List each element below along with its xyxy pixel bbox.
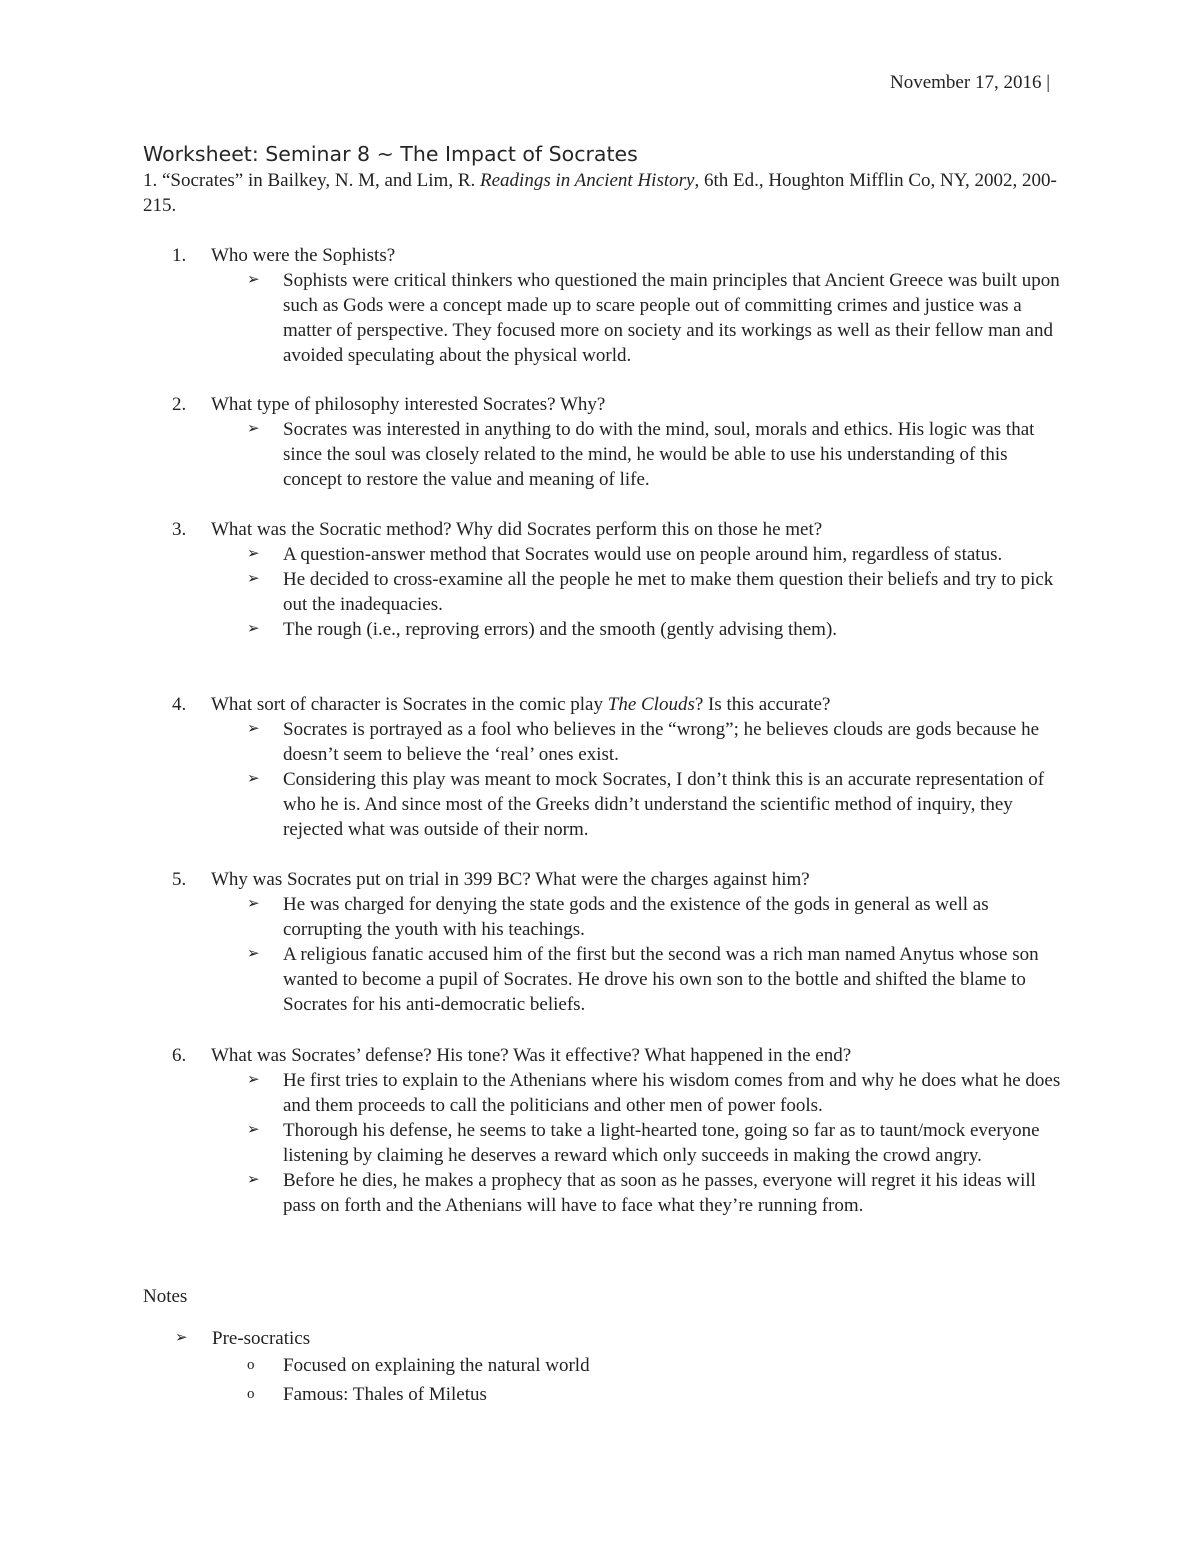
question-text-part: ? Is this accurate? bbox=[694, 694, 831, 715]
question-text: Why was Socrates put on trial in 399 BC? What were the charges against him? bbox=[211, 869, 810, 890]
answer-item bbox=[0, 617, 1200, 642]
question-number: 2. bbox=[172, 394, 187, 415]
header-date: November 17, 2016 | bbox=[890, 72, 1050, 93]
answer-item bbox=[0, 1118, 1200, 1168]
arrow-bullet-icon: ➢ bbox=[247, 421, 260, 437]
question-1 bbox=[0, 243, 1200, 368]
answer-text: Socrates is portrayed as a fool who believes in the “wrong”; he believes clouds are gods because he doesn’t seem to believe the ‘real’ ones exist. bbox=[283, 719, 1040, 765]
answer-text: Thorough his defense, he seems to take a light-hearted tone, going so far as to taunt/mock everyone listening by claiming he deserves a reward which only succeeds in making the crowd angry. bbox=[283, 1120, 1040, 1166]
question-number: 5. bbox=[172, 869, 187, 890]
arrow-bullet-icon: ➢ bbox=[247, 946, 260, 962]
arrow-bullet-icon: ➢ bbox=[247, 546, 260, 562]
note-subitem-text: Famous: Thales of Miletus bbox=[283, 1384, 487, 1405]
arrow-bullet-icon: ➢ bbox=[247, 1172, 260, 1188]
question-text-part: What sort of character is Socrates in the comic play bbox=[211, 694, 608, 715]
answer-text: He first tries to explain to the Athenians where his wisdom comes from and why he does what he does and them proceeds to call the politicians and other men of power fools. bbox=[283, 1070, 1061, 1116]
question-2 bbox=[0, 392, 1200, 492]
answer-text: He decided to cross-examine all the people he met to make them question their beliefs and try to pick out the inadequacies. bbox=[283, 569, 1054, 615]
question-6 bbox=[0, 1043, 1200, 1218]
note-text: Pre-socratics bbox=[212, 1328, 311, 1349]
arrow-bullet-icon: ➢ bbox=[247, 621, 260, 637]
arrow-bullet-icon: ➢ bbox=[247, 1072, 260, 1088]
answer-item bbox=[0, 717, 1200, 767]
citation bbox=[143, 168, 1063, 218]
answer-item bbox=[0, 942, 1200, 1017]
answer-text: Before he dies, he makes a prophecy that as soon as he passes, everyone will regret it his ideas will pass on forth and the Athenians will have to face what they’re running from. bbox=[283, 1170, 1036, 1216]
question-number: 6. bbox=[172, 1045, 187, 1066]
arrow-bullet-icon: ➢ bbox=[247, 896, 260, 912]
answer-text: Socrates was interested in anything to do with the mind, soul, morals and ethics. His logic was that since the soul was closely related to the mind, he would be able to use his understanding of this concept to restore the value and meaning of life. bbox=[283, 419, 1035, 490]
arrow-bullet-icon: ➢ bbox=[247, 721, 260, 737]
notes-heading: Notes bbox=[143, 1286, 188, 1307]
question-text: What was Socrates’ defense? His tone? Was it effective? What happened in the end? bbox=[211, 1045, 852, 1066]
worksheet-title: Worksheet: Seminar 8 ~ The Impact of Socrates bbox=[143, 142, 638, 166]
answer-item bbox=[0, 1068, 1200, 1118]
question-text: Who were the Sophists? bbox=[211, 245, 396, 266]
question-4 bbox=[0, 692, 1200, 842]
citation-prefix: 1. “Socrates” in Bailkey, N. M, and Lim, R. bbox=[143, 170, 481, 191]
question-5 bbox=[0, 867, 1200, 1017]
question-text: What was the Socratic method? Why did Socrates perform this on those he met? bbox=[211, 519, 823, 540]
citation-book-title: Readings in Ancient History bbox=[480, 170, 695, 191]
arrow-bullet-icon: ➢ bbox=[175, 1330, 188, 1346]
arrow-bullet-icon: ➢ bbox=[247, 771, 260, 787]
circle-bullet-icon: o bbox=[247, 1357, 255, 1373]
circle-bullet-icon: o bbox=[247, 1386, 255, 1402]
citation-suffix: , 6th Ed., Houghton Mifflin Co, NY, 2002, 200-215. bbox=[143, 170, 1057, 216]
question-number: 3. bbox=[172, 519, 187, 540]
question-3 bbox=[0, 517, 1200, 642]
answer-item bbox=[0, 567, 1200, 617]
answer-item bbox=[0, 542, 1200, 567]
question-text bbox=[211, 692, 830, 717]
answer-text: The rough (i.e., reproving errors) and the smooth (gently advising them). bbox=[283, 619, 838, 640]
arrow-bullet-icon: ➢ bbox=[247, 571, 260, 587]
answer-text: A question-answer method that Socrates would use on people around him, regardless of status. bbox=[283, 544, 1003, 565]
note-subitem-text: Focused on explaining the natural world bbox=[283, 1355, 590, 1376]
answer-text: Considering this play was meant to mock Socrates, I don’t think this is an accurate representation of who he is. And since most of the Greeks didn’t understand the scientific method of inquiry, they rejected what was outside of their norm. bbox=[283, 769, 1045, 840]
answer-item bbox=[0, 417, 1200, 492]
answer-item bbox=[0, 767, 1200, 842]
answer-item bbox=[0, 892, 1200, 942]
question-number: 1. bbox=[172, 245, 187, 266]
arrow-bullet-icon: ➢ bbox=[247, 1122, 260, 1138]
question-number: 4. bbox=[172, 694, 187, 715]
answer-text: He was charged for denying the state gods and the existence of the gods in general as well as corrupting the youth with his teachings. bbox=[283, 894, 989, 940]
answer-text: A religious fanatic accused him of the first but the second was a rich man named Anytus whose son wanted to become a pupil of Socrates. He drove his own son to the bottle and shifted the blame to Socrates for his anti-democratic beliefs. bbox=[283, 944, 1039, 1015]
arrow-bullet-icon: ➢ bbox=[247, 272, 260, 288]
question-text: What type of philosophy interested Socrates? Why? bbox=[211, 394, 606, 415]
answer-item bbox=[0, 268, 1200, 368]
answer-item bbox=[0, 1168, 1200, 1218]
answer-text: Sophists were critical thinkers who questioned the main principles that Ancient Greece was built upon such as Gods were a concept made up to scare people out of committing crimes and justice was a matter of perspective. They focused more on society and its workings as well as their fellow man and avoided speculating about the physical world. bbox=[283, 270, 1060, 366]
play-title: The Clouds bbox=[607, 694, 695, 715]
